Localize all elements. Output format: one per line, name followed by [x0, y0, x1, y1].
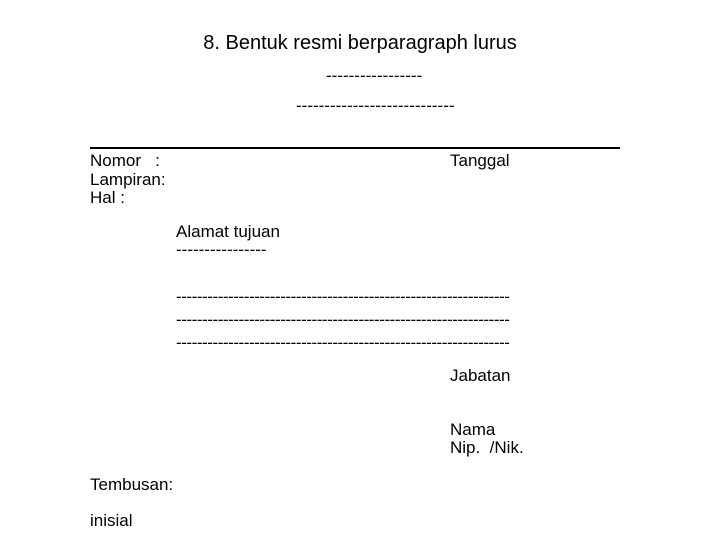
body-line: ---------------------------------------------------------------- — [176, 287, 510, 306]
signature-jabatan: Jabatan — [450, 366, 511, 385]
tanggal-label: Tanggal — [450, 151, 510, 170]
address-placeholder: ---------------- — [176, 240, 267, 259]
signature-nip: Nip. /Nik. — [450, 438, 524, 457]
tembusan-label: Tembusan: — [90, 475, 174, 494]
inisial-label: inisial — [90, 511, 133, 530]
body-line: ---------------------------------------------------------------- — [176, 310, 510, 329]
letterhead-line-1: ----------------- — [326, 66, 423, 85]
page-title: 8. Bentuk resmi berparagraph lurus — [203, 32, 517, 54]
hal-label: Hal : — [90, 188, 125, 207]
letterhead-line-2: ---------------------------- — [296, 96, 455, 115]
address-label: Alamat tujuan — [176, 222, 280, 241]
lampiran-label: Lampiran: — [90, 170, 166, 189]
body-line: ---------------------------------------------------------------- — [176, 333, 510, 352]
signature-nama: Nama — [450, 420, 496, 439]
nomor-label: Nomor : — [90, 151, 160, 170]
letterhead-divider — [90, 147, 620, 149]
